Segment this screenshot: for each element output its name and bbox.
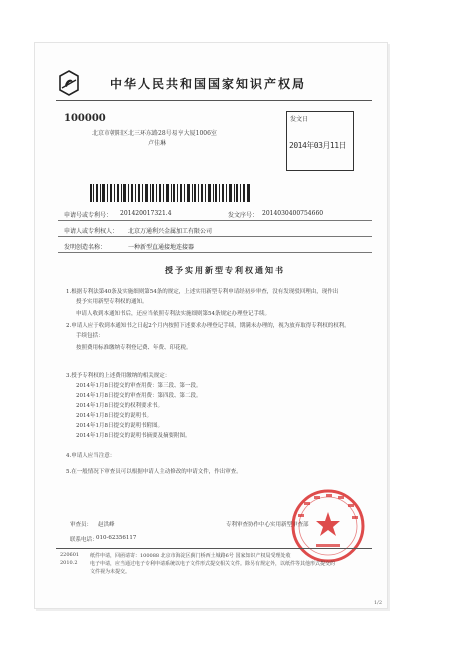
- barcode: [90, 184, 250, 202]
- notice-paragraph: 按照费用标准缴纳专利登记费、年费、印花税。: [76, 345, 192, 351]
- postcode: 100000: [64, 113, 106, 124]
- address-line: 北京市朝阳区北三环东路28号易亨大厦1006室: [92, 130, 217, 137]
- official-seal: [290, 488, 366, 564]
- form-version: 2010.2: [60, 560, 78, 566]
- notice-paragraph: 2014年1月8日提交的审查用费：第三段、第一段。: [76, 383, 202, 389]
- footer-line-2: 电子申请，应当通过电子专利申请系统以电子文件形式提交相关文件。除另有规定外，以纸件等其他形式提交的: [90, 561, 336, 567]
- issue-date-value: 2014年03月11日: [289, 141, 347, 150]
- notice-paragraph: 2014年1月8日提交的说明书附图。: [76, 423, 163, 429]
- form-code: 220601: [60, 552, 80, 558]
- phone-label: 联系电话：: [70, 537, 98, 543]
- notice-paragraph: 手续包括：: [76, 333, 104, 339]
- field-row-applicant: [58, 222, 372, 237]
- doc-serial-label: 发文序号：: [228, 212, 259, 219]
- footer-line-1: 纸件申请，回函请寄：100088 北京市海淀区蓟门桥西土城路6号 国家知识产权局受理处收: [90, 553, 291, 559]
- applicant-label: 申请人或专利权人：: [64, 228, 119, 235]
- doc-serial: 2014030400754660: [262, 210, 324, 217]
- notice-paragraph: 5.在一般情况下审查员可以根据申请人主动修改的申请文件，作出审查。: [66, 469, 242, 475]
- examiner-dept: 专利审查协作中心实用新型审查部: [226, 522, 309, 528]
- notice-paragraph: 授予实用新型专利权的通知。: [76, 299, 148, 305]
- phone-number: 010-62356117: [96, 535, 137, 541]
- notice-paragraph: 3.授予专利权的上述费用缴纳的相关规定：: [66, 373, 171, 379]
- field-row-title: [58, 238, 372, 253]
- footer-rule: [56, 548, 372, 549]
- application-no-label: 申请号或专利号：: [64, 212, 113, 219]
- notice-paragraph: 1.根据专利法第40条及实施细则第54条的规定，上述实用新型专利申请经初步审查，没有发现驳回理由，现作出: [66, 289, 339, 295]
- notice-paragraph: 2014年1月8日提交的说明书。: [76, 413, 152, 419]
- footer-line-3: 文件视为未提交。: [90, 569, 131, 575]
- sipo-logo: [58, 70, 80, 96]
- page-number: 1/2: [374, 600, 383, 606]
- notice-paragraph: 2014年1月8日提交的说明书摘要及摘要附图。: [76, 433, 191, 439]
- examiner-name: 赵洪峰: [98, 522, 115, 528]
- issue-date-label: 发文日: [290, 116, 309, 123]
- applicant-name: 北京万通利兴金属加工有限公司: [128, 228, 213, 235]
- notice-paragraph: 申请人收到本通知书后，还应当依照专利法实施细则第54条规定办理登记手续。: [76, 311, 271, 317]
- examiner-label: 审查员：: [70, 522, 93, 528]
- invention-title-label: 发明创造名称：: [64, 244, 107, 251]
- notice-paragraph: 4.申请人应当注意：: [66, 453, 116, 459]
- notice-paragraph: 2014年1月8日提交的权利要求书。: [76, 403, 163, 409]
- notice-title: 授予实用新型专利权通知书: [165, 265, 285, 275]
- office-title: 中华人民共和国国家知识产权局: [110, 77, 307, 91]
- field-row-application: [58, 206, 372, 221]
- notice-paragraph: 2.申请人应于收到本通知书之日起2个月内按照下述要求办理登记手续，期满未办理的，视为放弃取得专利权的权利。: [66, 323, 350, 329]
- notice-paragraph: 2014年1月8日提交的审查用费：第四段、第二段。: [76, 393, 202, 399]
- recipient-name: 卢佳琳: [148, 140, 167, 147]
- header-rule: [56, 100, 372, 101]
- invention-title: 一种新型直通接地连接器: [128, 244, 195, 251]
- application-no: 201420017321.4: [120, 210, 172, 217]
- issue-date-box: [286, 111, 354, 171]
